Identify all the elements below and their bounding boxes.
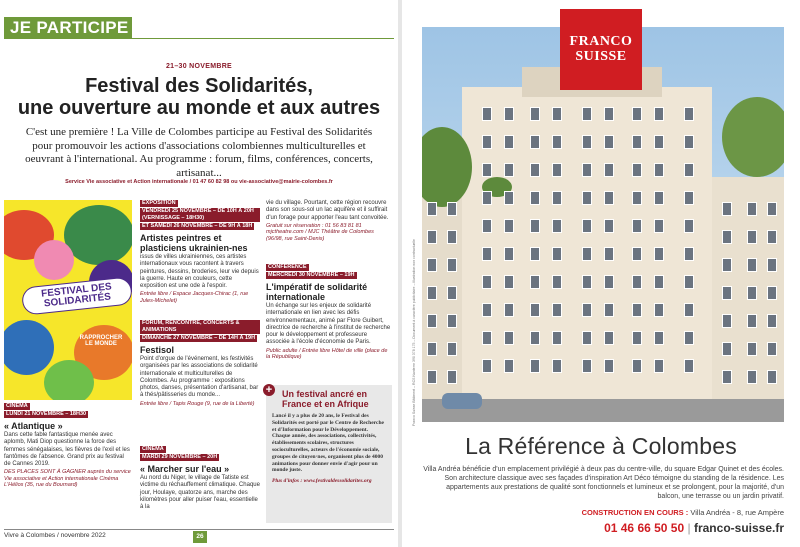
window: [747, 258, 757, 272]
window: [482, 247, 492, 261]
window: [482, 135, 492, 149]
left-page: [0, 0, 398, 547]
forum-note: Entrée libre / Tapis Rouge (9, rue de la Liberté): [140, 400, 255, 407]
window: [632, 163, 642, 177]
window: [604, 275, 614, 289]
ad-description: Villa Andréa bénéficie d'un emplacement privilégié à deux pas du centre-ville, du square Edgar Quinet et des écoles. Son architecture classique avec ses façades d'inspiration Art Déco témoigne du standing de la résidence. Les appartements aux prestations de qualité sont fonctionnels et lumineux et se prolongent, pour la majorité, d'un balcon, une terrasse ou un jardin privatif.: [423, 466, 784, 500]
col3-note: Gratuit sur réservation : 01 56 83 81 81 mjctheatre.com / MJC Théâtre de Colombes (96/98, rue Saint-Denis): [266, 222, 374, 242]
window: [482, 331, 492, 345]
cinema-block-1: [4, 403, 132, 489]
window: [684, 275, 694, 289]
window: [747, 286, 757, 300]
conf-date: MERCREDI 30 NOVEMBRE – 19H: [268, 272, 355, 278]
window: [654, 163, 664, 177]
expo-date-1: VENDREDI 25 NOVEMBRE – DE 10H À 20H (VERNISSAGE – 18H30): [140, 208, 260, 222]
forum-tag: FORUM, RENCONTRE, CONCERTS & ANIMATIONS: [140, 320, 260, 334]
window: [447, 286, 457, 300]
window: [447, 202, 457, 216]
window: [447, 342, 457, 356]
window: [427, 342, 437, 356]
construction-label: CONSTRUCTION EN COURS :: [581, 508, 689, 517]
expo-block: [140, 200, 260, 304]
window: [722, 202, 732, 216]
separator: |: [687, 521, 691, 535]
expo-title: Artistes peintres et plasticiens ukrainien-nes: [140, 233, 248, 253]
window: [684, 219, 694, 233]
window: [427, 370, 437, 384]
window: [504, 163, 514, 177]
window: [684, 163, 694, 177]
franco-suisse-logo: [560, 9, 642, 90]
window: [504, 107, 514, 121]
ad-headline: La Référence à Colombes: [465, 433, 737, 459]
window: [447, 370, 457, 384]
website-link[interactable]: franco-suisse.fr: [693, 521, 784, 535]
window: [722, 314, 732, 328]
window: [482, 303, 492, 317]
window: [552, 303, 562, 317]
window: [482, 219, 492, 233]
cinema2-title: « Marcher sur l'eau »: [140, 464, 230, 474]
window: [552, 191, 562, 205]
window: [504, 135, 514, 149]
window: [427, 286, 437, 300]
window: [654, 359, 664, 373]
logo-line-2: SUISSE: [575, 49, 627, 64]
window: [604, 163, 614, 177]
expo-date-2: ET SAMEDI 26 NOVEMBRE – DE 9H À 18H: [142, 223, 253, 229]
construction-line: [422, 508, 784, 517]
window: [552, 107, 562, 121]
window: [604, 331, 614, 345]
window: [552, 247, 562, 261]
window: [482, 359, 492, 373]
cinema2-date: MARDI 29 NOVEMBRE – 20H: [142, 454, 218, 460]
col3-block: [266, 200, 392, 242]
window: [447, 314, 457, 328]
window: [504, 191, 514, 205]
window: [504, 359, 514, 373]
window: [582, 219, 592, 233]
window: [632, 359, 642, 373]
expo-text: issus de villes ukrainiennes, ces artistes internationaux vous racontent à travers peintures, dessins, broderies, leur vie depuis la guerre. Haute en couleurs, cette exposition est une ode à l'espoir.: [140, 254, 259, 290]
window: [604, 247, 614, 261]
box-title: Un festival ancré en France et en Afrique: [282, 389, 369, 409]
cinema-date: LUNDI 21 NOVEMBRE – 18H30: [6, 411, 87, 417]
window: [447, 258, 457, 272]
window: [654, 331, 664, 345]
window: [504, 275, 514, 289]
cinema2-text: Au nord du Niger, le village de Tatiste est victime du réchauffement climatique. Chaque jour, Houlaye, quatorze ans, marche des kilomètres pour aller puiser l'eau, essentielle à la: [140, 475, 260, 511]
window: [427, 314, 437, 328]
window: [604, 135, 614, 149]
logo-line-1: FRANCO: [569, 34, 633, 49]
poster-caption: RAPPROCHER LE MONDE: [79, 335, 123, 347]
window: [582, 247, 592, 261]
window: [747, 230, 757, 244]
window: [582, 163, 592, 177]
window: [654, 247, 664, 261]
box-text: Lancé il y a plus de 20 ans, le Festival des Solidarités est porté par le Centre de Recherche et d'Information pour le Développement. Chaque année, des associations, collectivités, établissements scolaires, structures socioculturelles, acteurs de l'économie sociale, groupes de citoyen·nes, organisent plus de 4000 animations pour donner envie d'agir pour un monde juste.: [272, 413, 384, 474]
window: [722, 342, 732, 356]
page-footer: [4, 529, 394, 543]
window: [632, 191, 642, 205]
festival-poster: [4, 200, 132, 400]
page-number: 26: [193, 531, 207, 543]
cinema2-tag: CINÉMA: [142, 446, 164, 452]
conf-text: Un échange sur les enjeux de solidarité internationale en lien avec les défis environnementaux, animé par Flore Guibert, directrice de recherche à l'institut de recherche pour le développement et professeure associée à l'école d'économie de Paris.: [266, 303, 391, 346]
window: [684, 135, 694, 149]
window: [530, 135, 540, 149]
cinema-title: « Atlantique »: [4, 421, 63, 431]
window: [552, 135, 562, 149]
window: [767, 286, 777, 300]
window: [447, 230, 457, 244]
info-box: [266, 385, 392, 523]
window: [604, 303, 614, 317]
window: [654, 219, 664, 233]
col3-text: vie du village. Pourtant, cette région recouvre dans son sous-sol un lac aquifère et il suffirait d'un forage pour apporter l'eau tant convoitée.: [266, 200, 389, 221]
window: [767, 314, 777, 328]
page-title: [0, 75, 398, 119]
cinema-tag: CINÉMA: [6, 403, 28, 409]
window: [482, 163, 492, 177]
window: [582, 275, 592, 289]
intro-paragraph: C'est une première ! La Ville de Colombes participe au Festival des Solidarités pour promouvoir les actions d'associations colombiennes multiculturelles et oeuvrant à l'international. Au programme : forum, films, conférences, concerts, artisanat...: [25, 126, 373, 179]
window: [582, 303, 592, 317]
window: [654, 107, 664, 121]
window: [654, 135, 664, 149]
window: [582, 135, 592, 149]
forum-block: [140, 320, 260, 407]
window: [427, 258, 437, 272]
window: [654, 191, 664, 205]
box-more: Plus d'infos : www.festivaldessolidarites.org: [272, 478, 372, 485]
window: [530, 247, 540, 261]
title-line-1: Festival des Solidarités,: [85, 75, 313, 97]
window: [530, 163, 540, 177]
title-line-2: une ouverture au monde et aux autres: [17, 97, 381, 119]
footer-text: Vivre à Colombes / novembre 2022: [4, 532, 106, 539]
window: [684, 303, 694, 317]
window: [684, 331, 694, 345]
window: [632, 303, 642, 317]
window: [552, 275, 562, 289]
cinema-block-2: [140, 446, 260, 511]
window: [582, 191, 592, 205]
window: [482, 107, 492, 121]
window: [504, 247, 514, 261]
window: [530, 107, 540, 121]
cinema-text: Dans cette fable fantastique menée avec aplomb, Mati Diop questionne la force des femmes sénégalaises, les fièvres de l'exil et les fantômes de l'absence. Grand prix au festival de Cannes 2019.: [4, 432, 130, 468]
conf-note: Public adulte / Entrée libre Hôtel de ville (place de la République): [266, 347, 388, 361]
section-tag: JE PARTICIPE: [4, 17, 132, 39]
window: [504, 303, 514, 317]
window: [552, 163, 562, 177]
window: [530, 331, 540, 345]
construction-address: Villa Andréa - 8, rue Ampère: [690, 508, 784, 517]
window: [747, 342, 757, 356]
window: [767, 230, 777, 244]
window: [604, 219, 614, 233]
legal-credit: Franco Suisse Bâtiment – RCS Nanterre 390 378 175 – Document à caractère publicitaire – Illustration non contractuelle: [412, 239, 416, 426]
window: [504, 331, 514, 345]
window: [632, 219, 642, 233]
window: [747, 314, 757, 328]
window: [552, 359, 562, 373]
window: [747, 370, 757, 384]
expo-tag: EXPOSITION: [142, 200, 176, 206]
window: [604, 359, 614, 373]
section-rule: [132, 38, 394, 39]
contact-line: [422, 521, 784, 535]
window: [582, 107, 592, 121]
conf-tag: CONFÉRENCE: [268, 264, 307, 270]
window: [530, 303, 540, 317]
window: [530, 275, 540, 289]
window: [722, 286, 732, 300]
forum-title: Festisol: [140, 345, 175, 355]
window: [632, 107, 642, 121]
window: [684, 359, 694, 373]
phone-number: 01 46 66 50 50: [604, 521, 685, 535]
window: [482, 191, 492, 205]
cinema-note: DES PLACES SONT À GAGNER auprès du service Vie associative et Action internationale Cinéma L'Hélios (35, rue du Bournard): [4, 469, 131, 489]
plus-icon: +: [263, 384, 275, 396]
window: [684, 247, 694, 261]
window: [722, 230, 732, 244]
window: [530, 359, 540, 373]
window: [654, 303, 664, 317]
window: [427, 230, 437, 244]
right-page: [402, 0, 800, 547]
window: [552, 331, 562, 345]
forum-text: Point d'orgue de l'événement, les festivités organisées par les associations de solidarité internationale et multiculturelles de Colombes. Au programme : expositions photos, danses, présentation d'artisanat, bar à thés/pâtisseries du monde...: [140, 356, 259, 399]
service-contact: Service Vie associative et Action internationale / 01 47 60 82 98 ou vie-associative@mairie-colombes.fr: [65, 179, 333, 185]
window: [684, 107, 694, 121]
window: [722, 258, 732, 272]
conference-block: [266, 264, 392, 361]
window: [767, 370, 777, 384]
window: [604, 191, 614, 205]
event-dates: 21–30 NOVEMBRE: [165, 63, 233, 70]
window: [632, 331, 642, 345]
window: [632, 275, 642, 289]
window: [632, 135, 642, 149]
expo-note: Entrée libre / Espace Jacques-Chirac (1, rue Jules-Michelet): [140, 291, 249, 304]
window: [767, 202, 777, 216]
window: [427, 202, 437, 216]
window: [767, 342, 777, 356]
window: [582, 359, 592, 373]
window: [582, 331, 592, 345]
window: [530, 219, 540, 233]
window: [604, 107, 614, 121]
window: [684, 191, 694, 205]
window: [654, 275, 664, 289]
poster-title: FESTIVAL DES SOLIDARITÉS: [21, 276, 132, 315]
window: [482, 275, 492, 289]
window: [767, 258, 777, 272]
conf-title: L'impératif de solidarité internationale: [266, 282, 368, 302]
window: [722, 370, 732, 384]
window: [747, 202, 757, 216]
window: [504, 219, 514, 233]
window: [530, 191, 540, 205]
forum-date: DIMANCHE 27 NOVEMBRE – DE 14H À 19H: [142, 335, 256, 341]
window: [552, 219, 562, 233]
window: [632, 247, 642, 261]
